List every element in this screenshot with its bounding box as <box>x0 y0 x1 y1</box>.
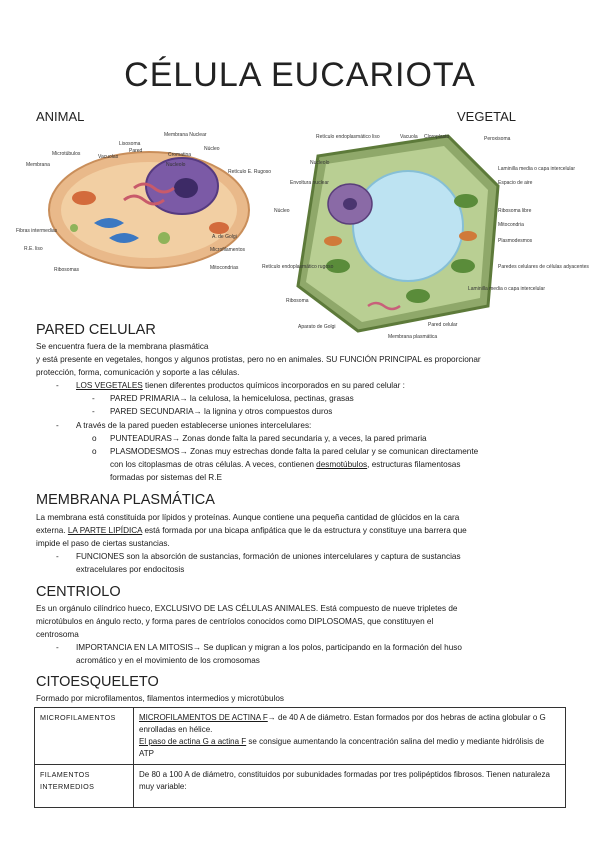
animal-fig-label: Membrana <box>26 162 50 168</box>
animal-fig-label: A. de Golgi <box>212 234 237 240</box>
dash-bullet: - <box>92 394 95 403</box>
table-text: se consigue aumentando la concentración salina del medio y mediante hidrólisis de ATP <box>139 737 545 758</box>
circle-bullet: o <box>92 447 97 456</box>
plant-fig-label: Peroxisoma <box>484 136 511 142</box>
animal-fig-label: Vacuolas <box>98 154 119 160</box>
membrana-line <box>36 525 467 537</box>
membrana-line: impide el paso de ciertas sustancias. <box>36 539 170 548</box>
animal-fig-label: Cromatina <box>168 152 192 158</box>
pared-line: Se encuentra fuera de la membrana plasmática <box>36 342 209 351</box>
pared-text: SU FUNCIÓN PRINCIPAL <box>325 355 422 364</box>
citoesqueleto-intro: Formado por microfilamentos, filamentos intermedios y microtúbulos <box>36 694 284 703</box>
plant-fig-label: Núcleo <box>274 208 290 214</box>
animal-fig-label: Mitocondrias <box>210 265 239 271</box>
membrana-text: externa. <box>36 526 68 535</box>
pared-sub-bullet: formadas por sistemas del R.E <box>110 473 222 482</box>
section-heading-citoesqueleto: CITOESQUELETO <box>36 674 159 690</box>
pared-text: tienen diferentes productos químicos incorporados en su pared celular : <box>142 381 405 390</box>
animal-fig-label: Fibras intermedias <box>16 228 58 234</box>
pared-sub-bullet: PARED PRIMARIA→ la celulosa, la hemicelulosa, pectinas, grasas <box>110 394 354 403</box>
pared-text: y está presente en vegetales, hongos y algunos protistas, pero no en animales. <box>36 355 326 364</box>
vegetal-label: VEGETAL <box>457 109 517 124</box>
animal-fig-label: Lisosoma <box>119 141 141 147</box>
table-key-cell: MICROFILAMENTOS <box>35 708 134 765</box>
pared-text: , estructuras filamentosas <box>367 460 461 469</box>
centriolo-line: centrosoma <box>36 630 79 639</box>
plant-fig-label: Pared celular <box>428 322 458 328</box>
plant-fig-label: Ribosoma <box>286 298 309 304</box>
table-text: MICROFILAMENTOS DE ACTINA F <box>139 713 268 722</box>
pared-bullet <box>76 380 405 392</box>
membrana-text: está formada por una bicapa anfipática que le da estructura y constituye una barrera que <box>142 526 467 535</box>
section-heading-centriolo: CENTRIOLO <box>36 584 121 600</box>
plant-fig-label: Plasmodesmos <box>498 238 533 244</box>
table-row <box>35 765 566 808</box>
dash-bullet: - <box>92 407 95 416</box>
table-value-cell <box>134 708 566 765</box>
animal-fig-label: Microfilamentos <box>210 247 246 253</box>
pared-text: LOS VEGETALES <box>76 381 143 390</box>
centriolo-bullet: acromático y en el movimiento de los cromosomas <box>76 656 260 665</box>
dash-bullet: - <box>56 643 59 652</box>
pared-text: es proporcionar <box>421 355 481 364</box>
pared-sub-bullet: PLASMODESMOS→ Zonas muy estrechas donde falta la pared celular y se comunican directamente <box>110 447 479 456</box>
animal-fig-label: Nucleolo <box>166 162 186 168</box>
pared-line <box>36 354 596 366</box>
animal-cell-illustration <box>14 128 272 278</box>
plant-fig-label: Retículo endoplasmático liso <box>316 134 380 140</box>
centriolo-bullet: IMPORTANCIA EN LA MITOSIS→ Se duplican y migran a los polos, participando en la formación del huso <box>76 643 462 652</box>
animal-fig-label: Núcleo <box>204 146 220 152</box>
plant-fig-label: Membrana plasmática <box>388 334 438 340</box>
centriolo-line: Es un orgánulo cilíndrico hueco, EXCLUSIVO DE LAS CÉLULAS ANIMALES. Está compuesto de nueve tripletes de <box>36 604 458 613</box>
pared-text: desmotúbulos <box>316 460 368 469</box>
animal-fig-label: R.E. liso <box>24 246 43 252</box>
cytoskeleton-table <box>34 707 566 808</box>
pared-line: protección, forma, comunicación y soporte a las células. <box>36 368 240 377</box>
plant-fig-label: Mitocondria <box>498 222 524 228</box>
plant-fig-label: Aparato de Golgi <box>298 324 336 330</box>
pared-sub-bullet: PARED SECUNDARIA→ la lignina y otros compuestos duros <box>110 407 333 416</box>
plant-fig-label: Nucleolo <box>310 160 330 166</box>
section-heading-membrana: MEMBRANA PLASMÁTICA <box>36 492 215 508</box>
dash-bullet: - <box>56 421 59 430</box>
dash-bullet: - <box>56 552 59 561</box>
pared-sub-bullet <box>110 459 460 471</box>
membrana-bullet: FUNCIONES son la absorción de sustancias, formación de uniones intercelulares y captura de sustancias <box>76 552 461 561</box>
animal-fig-label: Ribosomas <box>54 267 80 273</box>
plant-fig-label: Espacio de aire <box>498 180 533 186</box>
table-key-cell: FILAMENTOS INTERMEDIOS <box>35 765 134 808</box>
centriolo-line: microtúbulos en ángulo recto, y forma pares de centríolos conocidos como DIPLOSOMAS, que constituyen el <box>36 617 434 626</box>
animal-fig-label: Retículo E. Rugoso <box>228 169 272 175</box>
plant-fig-label: Ribosoma libre <box>498 208 532 214</box>
plant-fig-label: Laminilla media o capa intercelular <box>498 166 575 172</box>
plant-fig-label: Paredes celulares de células adyacentes <box>498 264 589 270</box>
page-title: CÉLULA EUCARIOTA <box>124 56 476 94</box>
animal-fig-label: Pared <box>129 148 143 154</box>
animal-label: ANIMAL <box>36 109 85 124</box>
circle-bullet: o <box>92 434 97 443</box>
pared-sub-bullet: PUNTEADURAS→ Zonas donde falta la pared secundaria y, a veces, la pared primaria <box>110 434 427 443</box>
membrana-line: La membrana está constituida por lípidos y proteínas. Aunque contiene una pequeña cantidad de glúcidos en la cara <box>36 513 460 522</box>
plant-fig-label: Retículo endoplasmático rugoso <box>262 264 334 270</box>
plant-cell-illustration <box>258 126 589 341</box>
membrana-text: LA PARTE LIPÍDICA <box>67 526 143 535</box>
plant-fig-label: Vacuola <box>400 134 418 140</box>
pared-text: con los citoplasmas de otras células. A veces, contienen <box>110 460 317 469</box>
section-heading-pared: PARED CELULAR <box>36 322 156 338</box>
animal-fig-label: Membrana Nuclear <box>164 132 207 138</box>
animal-fig-label: Microtúbulos <box>52 151 81 157</box>
pared-bullet: A través de la pared pueden establecerse uniones intercelulares: <box>76 421 312 430</box>
table-value-cell: De 80 a 100 A de diámetro, constituidos por subunidades formadas por tres polipéptidos fibrosos. Tienen naturaleza muy variable: <box>134 765 566 808</box>
dash-bullet: - <box>56 381 59 390</box>
table-text: El paso de actina G a actina F <box>139 737 247 746</box>
plant-fig-label: Cloroplasto <box>424 134 450 140</box>
table-row <box>35 708 566 765</box>
plant-fig-label: Envoltura nuclear <box>290 180 329 186</box>
table-text: → de 40 A de diámetro. Estan formados por dos hebras de actina globular o G enrolladas en hélice. <box>139 713 546 734</box>
plant-fig-label: Laminilla media o capa intercelular <box>468 286 545 292</box>
membrana-bullet: extracelulares por endocitosis <box>76 565 185 574</box>
